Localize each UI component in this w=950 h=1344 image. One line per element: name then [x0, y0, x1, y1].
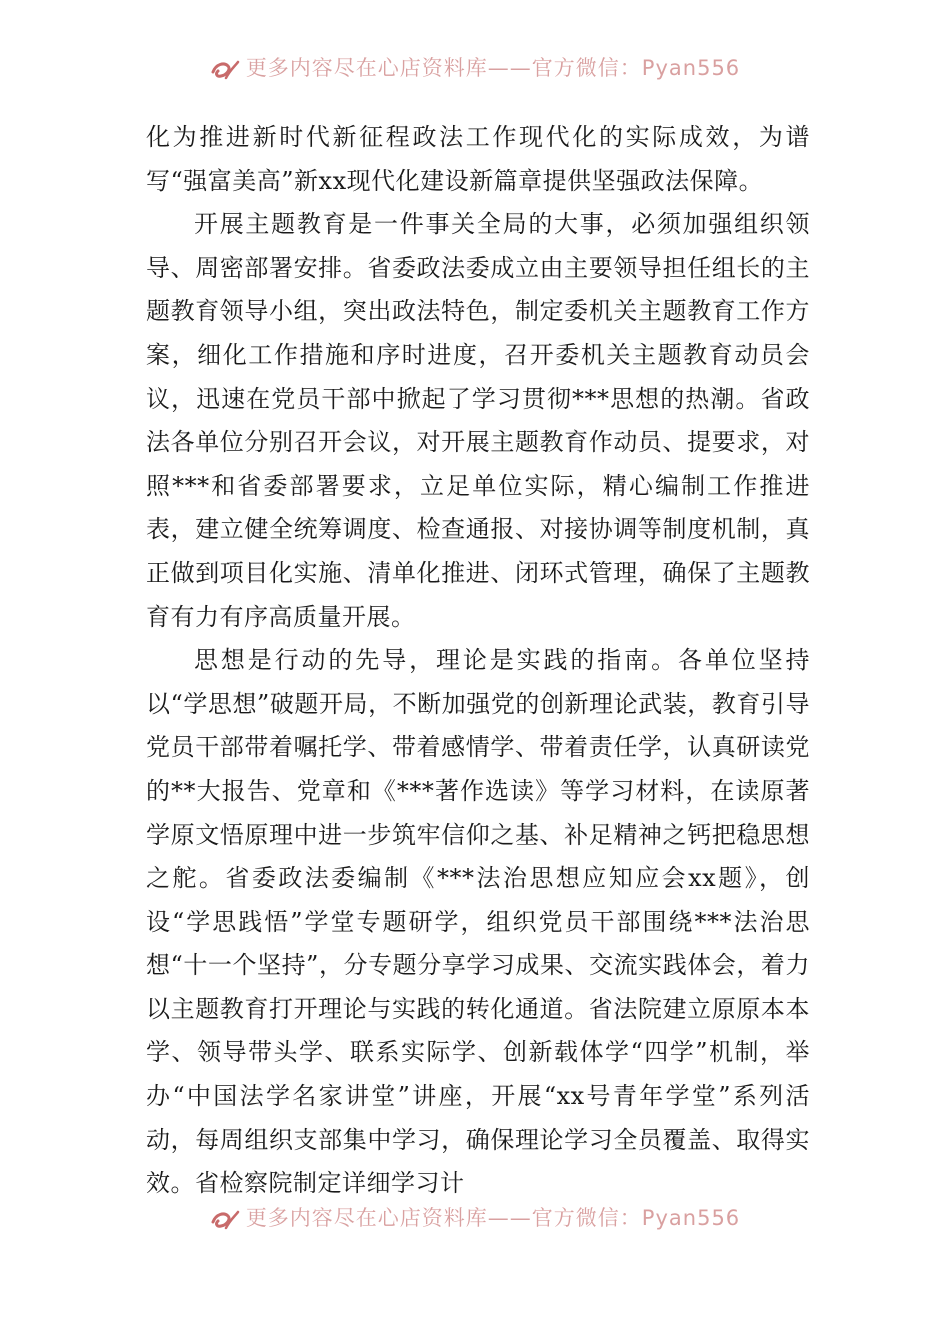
document-body: [146, 116, 810, 1206]
footer-watermark-banner: [0, 1200, 950, 1240]
paragraph-2: 开展主题教育是一件事关全局的大事，必须加强组织领导、周密部署安排。省委政法委成立由主要领导担任组长的主题教育领导小组，突出政法特色，制定委机关主题教育工作方案，细化工作措施和序时进度，召开委机关主题教育动员会议，迅速在党员干部中掀起了学习贯彻***思想的热潮。省政法各单位分别召开会议，对开展主题教育作动员、提要求，对照***和省委部署要求，立足单位实际，精心编制工作推进表，建立健全统筹调度、检查通报、对接协调等制度机制，真正做到项目化实施、清单化推进、闭环式管理，确保了主题教育有力有序高质量开展。: [146, 210, 810, 631]
paragraph-3: 思想是行动的先导，理论是实践的指南。各单位坚持以“学思想”破题开局，不断加强党的创新理论武装，教育引导党员干部带着嘱托学、带着感情学、带着责任学，认真研读党的**大报告、党章和《***著作选读》等学习材料，在读原著学原文悟原理中进一步筑牢信仰之基、补足精神之钙把稳思想之舵。省委政法委编制《***法治思想应知应会xx题》，创设“学思践悟”学堂专题研学，组织党员干部围绕***法治思想“十一个坚持”，分专题分享学习成果、交流实践体会，着力以主题教育打开理论与实践的转化通道。省法院建立原原本本学、领导带头学、联系实际学、创新载体学“四学”机制，举办“中国法学名家讲堂”讲座，开展“xx号青年学堂”系列活动，每周组织支部集中学习，确保理论学习全员覆盖、取得实效。省检察院制定详细学习计: [146, 646, 810, 1198]
brush-logo-icon: [210, 1208, 240, 1232]
paragraph-1: 化为推进新时代新征程政法工作现代化的实际成效，为谱写“强富美高”新xx现代化建设新篇章提供坚强政法保障。: [146, 123, 810, 195]
header-watermark-banner: [0, 50, 950, 90]
watermark-text: 更多内容尽在心店资料库——官方微信：Pyan556: [245, 1206, 741, 1230]
brush-logo-icon: [210, 58, 240, 82]
watermark-text: 更多内容尽在心店资料库——官方微信：Pyan556: [245, 56, 741, 80]
